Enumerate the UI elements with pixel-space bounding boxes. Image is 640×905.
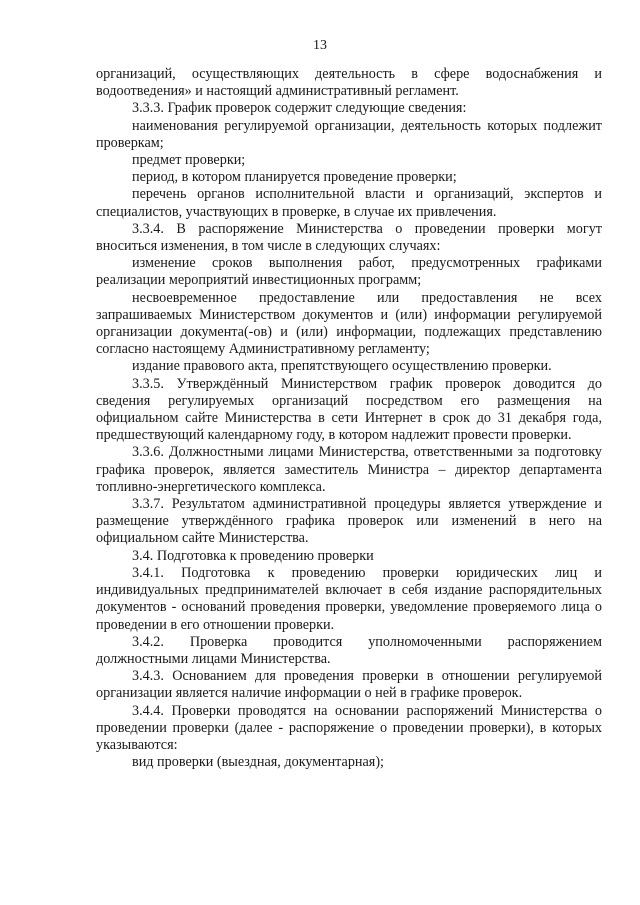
paragraph: 3.4.3. Основанием для проведения проверки в отношении регулируемой организации является наличие информации о ней в графике проверок. xyxy=(96,668,602,702)
paragraph: 3.3.7. Результатом административной процедуры является утверждение и размещение утверждённого графика проверок или изменений в него на официальном сайте Министерства. xyxy=(96,496,602,547)
page-number: 13 xyxy=(313,38,327,53)
paragraph: вид проверки (выездная, документарная); xyxy=(132,754,385,771)
paragraph: наименования регулируемой организации, деятельность которых подлежит проверкам; xyxy=(96,117,602,151)
paragraph: период, в котором планируется проведение проверки; xyxy=(132,169,457,186)
paragraph: издание правового акта, препятствующего осуществлению проверки. xyxy=(132,358,552,375)
paragraph: 3.3.6. Должностными лицами Министерства, ответственными за подготовку графика проверок, является заместитель Министра – директор департамента топливно-энергетического комплекса. xyxy=(96,444,602,495)
paragraph: изменение сроков выполнения работ, предусмотренных графиками реализации мероприятий инвестиционных программ; xyxy=(96,255,602,289)
paragraph: 3.3.4. В распоряжение Министерства о проведении проверки могут вноситься изменения, в том числе в следующих случаях: xyxy=(96,220,602,255)
paragraph: 3.4.1. Подготовка к проведению проверки юридических лиц и индивидуальных предпринимателей включает в себя издание распорядительных документов - оснований проведения проверки, уведомление проверяемого лица о проведении в его отношении проверки. xyxy=(96,564,602,633)
paragraph: 3.3.5. Утверждённый Министерством график проверок доводится до сведения регулируемых организаций посредством его размещения на официальном сайте Министерства в сети Интернет в срок до 31 декабря года, предшествующий календарному году, в котором надлежит провести проверки. xyxy=(96,375,602,444)
paragraph: предмет проверки; xyxy=(132,152,246,169)
paragraph: организаций, осуществляющих деятельность в сфере водоснабжения и водоотведения» и настоящий административный регламент. xyxy=(96,66,602,100)
paragraph: 3.4.4. Проверки проводятся на основании распоряжений Министерства о проведении проверки (далее - распоряжение о проведении проверки), в которых указываются: xyxy=(96,702,602,753)
paragraph: несвоевременное предоставление или предоставления не всех запрашиваемых Министерством документов и (или) информации регулируемой организации документа(-ов) и (или) информации, подлежащих представлению согласно настоящему Административному регламенту; xyxy=(96,289,602,358)
paragraph: 3.3.3. График проверок содержит следующие сведения: xyxy=(132,100,467,117)
paragraph: перечень органов исполнительной власти и организаций, экспертов и специалистов, участвующих в проверке, в случае их привлечения. xyxy=(96,186,602,220)
paragraph: 3.4.2. Проверка проводится уполномоченными распоряжением должностными лицами Министерства. xyxy=(96,633,602,667)
document-body xyxy=(96,66,602,771)
paragraph: 3.4. Подготовка к проведению проверки xyxy=(132,547,374,564)
